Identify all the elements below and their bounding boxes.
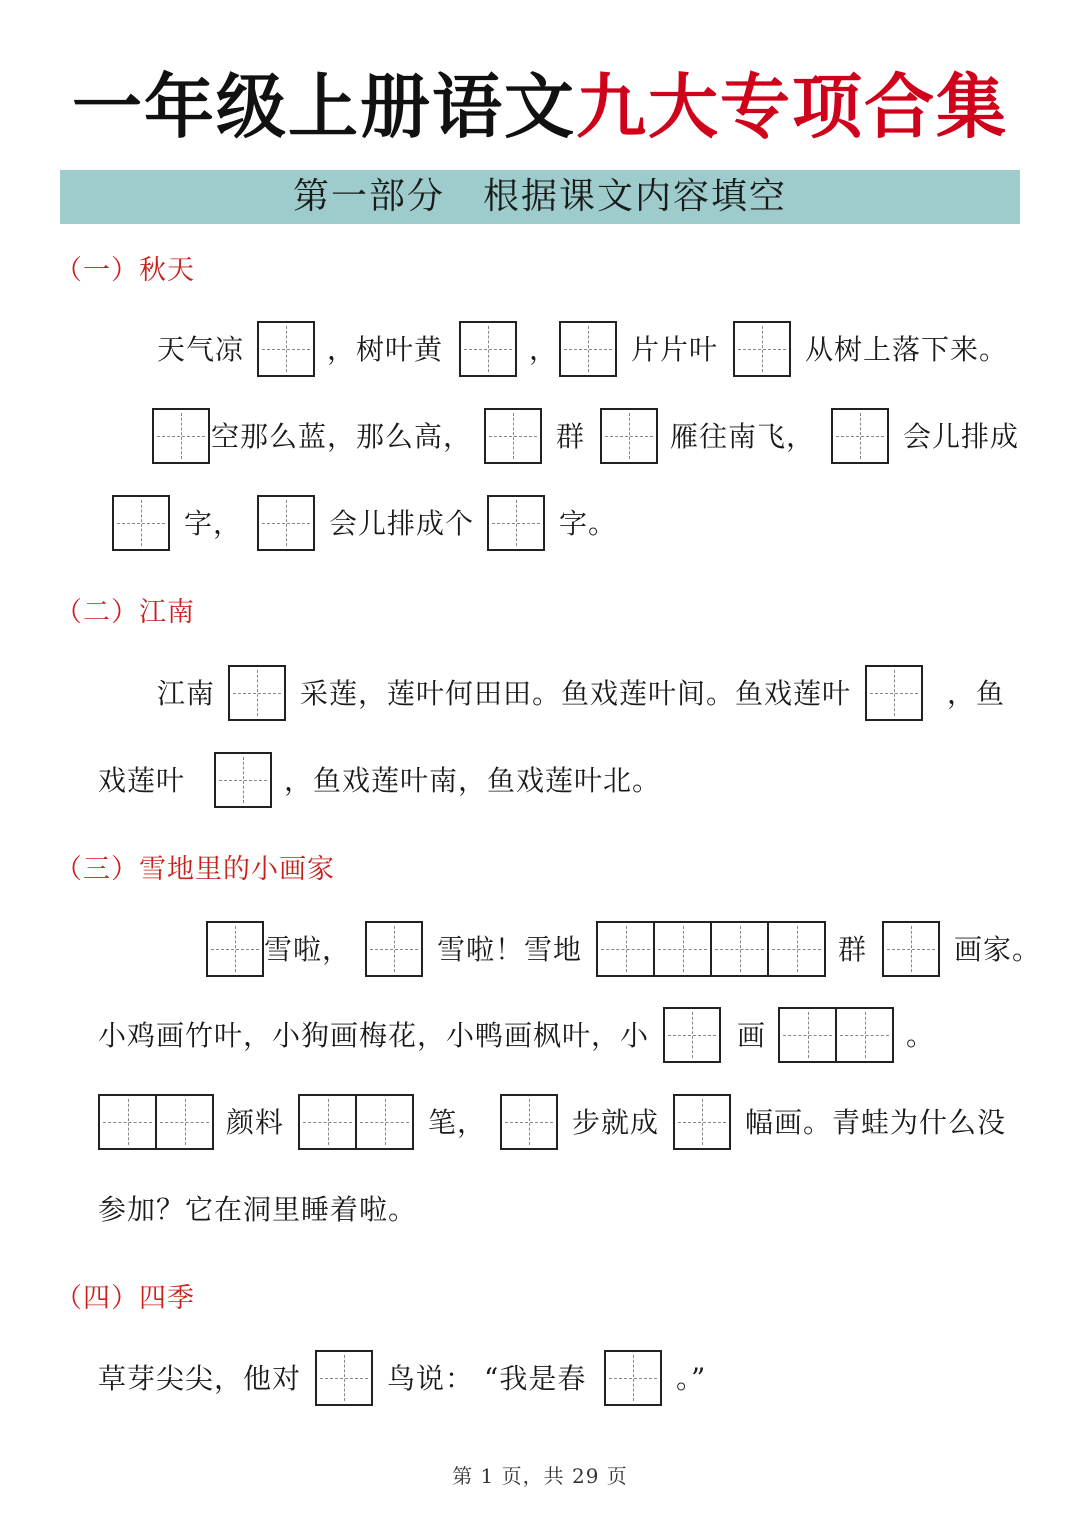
answer-box[interactable] [257, 495, 315, 551]
answer-box[interactable] [206, 921, 264, 977]
line-text: ，鱼戏莲叶南，鱼戏莲叶北。 [284, 764, 662, 797]
exercise-line [0, 1347, 1080, 1411]
line-text: 画 [737, 1019, 767, 1052]
line-text: ， [529, 333, 559, 366]
line-text: 天气凉 [157, 333, 245, 366]
line-text: 雁往南飞， [670, 420, 816, 453]
answer-box[interactable] [673, 1094, 731, 1150]
answer-box-2[interactable] [98, 1094, 214, 1150]
line-text: 字， [184, 507, 243, 540]
answer-box[interactable] [831, 408, 889, 464]
line-text: 。” [676, 1362, 707, 1395]
answer-box[interactable] [152, 408, 210, 464]
answer-box[interactable] [882, 921, 940, 977]
page-footer: 第 1 页，共 29 页 [452, 1464, 628, 1488]
exercise-line [0, 662, 1080, 726]
answer-box[interactable] [604, 1350, 662, 1406]
exercise-line [0, 1091, 1080, 1155]
exercise-line [0, 918, 1080, 982]
exercise-line [0, 492, 1080, 556]
line-text: 画家。 [954, 933, 1042, 966]
line-text: 幅画。青蛙为什么没 [745, 1106, 1007, 1139]
section-heading-1: （一）秋天 [55, 255, 195, 286]
line-text: “我是春 [484, 1362, 587, 1395]
line-text: 笔， [428, 1106, 487, 1139]
section-heading-4: （四）四季 [55, 1283, 195, 1314]
answer-box[interactable] [459, 321, 517, 377]
exercise-line [0, 1004, 1080, 1068]
line-text: 雪啦， [264, 933, 352, 966]
answer-box[interactable] [315, 1350, 373, 1406]
line-text: 颜料 [226, 1106, 285, 1139]
line-text: 从树上落下来。 [805, 333, 1009, 366]
line-text: 字。 [559, 507, 618, 540]
answer-box[interactable] [600, 408, 658, 464]
line-text: 步就成 [572, 1106, 660, 1139]
line-text: 。 [906, 1019, 936, 1052]
exercise-line [0, 1178, 1080, 1242]
line-text: 江南 [157, 677, 216, 710]
answer-box-4[interactable] [596, 921, 826, 977]
line-text: 采莲，莲叶何田田。鱼戏莲叶间。鱼戏莲叶 [300, 677, 852, 710]
line-text: 群 [556, 420, 586, 453]
answer-box[interactable] [257, 321, 315, 377]
line-text: ，树叶黄 [327, 333, 444, 366]
answer-box-2[interactable] [298, 1094, 414, 1150]
answer-box[interactable] [484, 408, 542, 464]
answer-box[interactable] [365, 921, 423, 977]
exercise-line [0, 749, 1080, 813]
title-black: 一年级上册语文 [72, 66, 576, 148]
part-banner: 第一部分 根据课文内容填空 [60, 170, 1020, 224]
line-text: 小鸡画竹叶，小狗画梅花，小鸭画枫叶，小 [98, 1019, 650, 1052]
section-heading-2: （二）江南 [55, 597, 195, 628]
line-text: 群 [838, 933, 868, 966]
line-text: ，鱼 [947, 677, 1006, 710]
line-text: 空那么蓝，那么高， [211, 420, 473, 453]
line-text: 草芽尖尖，他对 [98, 1362, 302, 1395]
exercise-line [0, 405, 1080, 469]
title-red: 九大专项合集 [576, 66, 1008, 148]
line-text: 片片叶 [631, 333, 719, 366]
answer-box[interactable] [865, 665, 923, 721]
section-heading-3: （三）雪地里的小画家 [55, 854, 335, 885]
answer-box[interactable] [663, 1007, 721, 1063]
answer-box[interactable] [500, 1094, 558, 1150]
answer-box[interactable] [559, 321, 617, 377]
answer-box[interactable] [112, 495, 170, 551]
exercise-line [0, 318, 1080, 382]
page-title [0, 62, 1080, 152]
line-text: 会儿排成个 [329, 507, 475, 540]
line-text: 鸟说： [387, 1362, 475, 1395]
answer-box[interactable] [214, 752, 272, 808]
answer-box[interactable] [733, 321, 791, 377]
answer-box[interactable] [228, 665, 286, 721]
line-text: 戏莲叶 [98, 764, 186, 797]
answer-box[interactable] [487, 495, 545, 551]
answer-box-2[interactable] [778, 1007, 894, 1063]
line-text: 参加？它在洞里睡着啦。 [98, 1193, 418, 1226]
line-text: 会儿排成 [903, 420, 1020, 453]
line-text: 雪啦！雪地 [437, 933, 583, 966]
